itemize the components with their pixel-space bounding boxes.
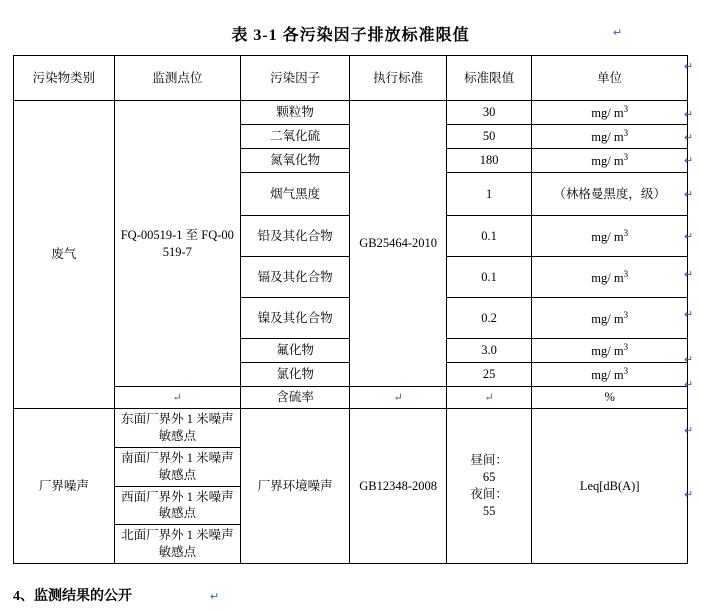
cell-factor: 含硫率 — [240, 387, 350, 409]
paragraph-mark: ↵ — [172, 392, 182, 405]
unit-exponent: 3 — [623, 309, 629, 320]
cell-factor: 氯化物 — [240, 363, 350, 387]
unit-exponent: 3 — [623, 128, 629, 139]
unit-exponent: 3 — [623, 342, 629, 353]
unit-text: mg/ m — [591, 270, 624, 285]
cell-unit — [532, 125, 688, 149]
row-paragraph-mark: ↵ — [684, 132, 694, 144]
cell-unit — [532, 101, 688, 125]
row-paragraph-mark: ↵ — [684, 425, 694, 437]
cell-limit: 0.2 — [446, 298, 531, 339]
row-paragraph-mark: ↵ — [684, 354, 694, 366]
cell-standard-waste-gas: GB25464-2010 — [350, 101, 446, 387]
cell-unit — [532, 298, 688, 339]
unit-text: mg/ m — [591, 344, 624, 359]
cell-limit: 3.0 — [446, 339, 531, 363]
unit-text: （林格曼黑度，级） — [553, 186, 666, 201]
cell-unit — [532, 339, 688, 363]
cell-site-blank — [114, 387, 240, 409]
unit-text: mg/ m — [591, 311, 624, 326]
pollutant-limits-table — [13, 55, 688, 564]
cell-unit — [532, 363, 688, 387]
cell-category-noise: 厂界噪声 — [14, 409, 115, 564]
cell-limit-noise — [446, 409, 531, 564]
cell-unit — [532, 149, 688, 173]
table-row — [14, 387, 688, 409]
unit-text: mg/ m — [591, 368, 624, 383]
cell-factor: 氮氧化物 — [240, 149, 350, 173]
unit-text: mg/ m — [591, 154, 624, 169]
header-site: 监测点位 — [114, 56, 240, 101]
cell-site-noise-north: 北面厂界外 1 米噪声敏感点 — [114, 525, 240, 564]
row-paragraph-mark: ↵ — [684, 61, 694, 73]
cell-site-waste-gas: FQ-00519-1 至 FQ-00519-7 — [114, 101, 240, 387]
cell-limit: 1 — [446, 173, 531, 216]
row-paragraph-mark: ↵ — [684, 231, 694, 243]
cell-limit: 0.1 — [446, 216, 531, 257]
cell-unit: % — [532, 387, 688, 409]
row-paragraph-mark: ↵ — [684, 109, 694, 121]
cell-factor: 镍及其化合物 — [240, 298, 350, 339]
unit-exponent: 3 — [623, 366, 629, 377]
unit-text: mg/ m — [591, 229, 624, 244]
cell-category-waste-gas: 废气 — [14, 101, 115, 409]
table-row — [14, 101, 688, 125]
row-paragraph-mark: ↵ — [684, 379, 694, 391]
cell-factor: 烟气黑度 — [240, 173, 350, 216]
cell-unit — [532, 257, 688, 298]
footer-paragraph-mark: ↵ — [210, 591, 220, 603]
cell-factor: 铅及其化合物 — [240, 216, 350, 257]
row-paragraph-mark: ↵ — [684, 489, 694, 501]
cell-unit-noise: Leq[dB(A)] — [532, 409, 688, 564]
cell-factor: 镉及其化合物 — [240, 257, 350, 298]
cell-unit — [532, 216, 688, 257]
paragraph-mark: ↵ — [484, 392, 494, 405]
page-title: 表 3-1 各污染因子排放标准限值 — [231, 27, 470, 44]
unit-text: mg/ m — [591, 130, 624, 145]
cell-limit: 30 — [446, 101, 531, 125]
header-unit: 单位 — [532, 56, 688, 101]
limit-line: 昼间： — [470, 453, 508, 468]
cell-limit-blank — [446, 387, 531, 409]
cell-factor: 氟化物 — [240, 339, 350, 363]
cell-standard-blank — [350, 387, 446, 409]
unit-exponent: 3 — [623, 104, 629, 114]
limit-line: 夜间： — [470, 487, 508, 502]
row-paragraph-mark: ↵ — [684, 309, 694, 321]
row-paragraph-mark: ↵ — [684, 189, 694, 201]
cell-limit: 25 — [446, 363, 531, 387]
cell-unit — [532, 173, 688, 216]
row-paragraph-mark: ↵ — [684, 155, 694, 167]
unit-text: mg/ m — [591, 106, 624, 121]
cell-limit: 50 — [446, 125, 531, 149]
cell-factor-noise: 厂界环境噪声 — [240, 409, 350, 564]
cell-limit: 0.1 — [446, 257, 531, 298]
cell-site-noise-east: 东面厂界外 1 米噪声敏感点 — [114, 409, 240, 448]
unit-exponent: 3 — [623, 227, 629, 238]
limit-line: 65 — [482, 470, 496, 485]
limit-line: 55 — [482, 503, 496, 518]
paragraph-mark: ↵ — [393, 392, 403, 405]
header-limit: 标准限值 — [446, 56, 531, 101]
cell-standard-noise: GB12348-2008 — [350, 409, 446, 564]
footer-heading: 4、监测结果的公开 — [13, 589, 132, 604]
cell-factor: 颗粒物 — [240, 101, 350, 125]
header-category: 污染物类别 — [14, 56, 115, 101]
cell-site-noise-south: 南面厂界外 1 米噪声敏感点 — [114, 447, 240, 486]
unit-exponent: 3 — [623, 268, 629, 279]
row-paragraph-mark: ↵ — [684, 269, 694, 281]
table-header-row — [14, 56, 688, 101]
header-factor: 污染因子 — [240, 56, 350, 101]
table-row — [14, 409, 688, 448]
cell-limit: 180 — [446, 149, 531, 173]
unit-exponent: 3 — [623, 152, 629, 163]
cell-factor: 二氧化硫 — [240, 125, 350, 149]
header-standard: 执行标准 — [350, 56, 446, 101]
title-paragraph-mark: ↵ — [613, 27, 623, 39]
cell-site-noise-west: 西面厂界外 1 米噪声敏感点 — [114, 486, 240, 525]
